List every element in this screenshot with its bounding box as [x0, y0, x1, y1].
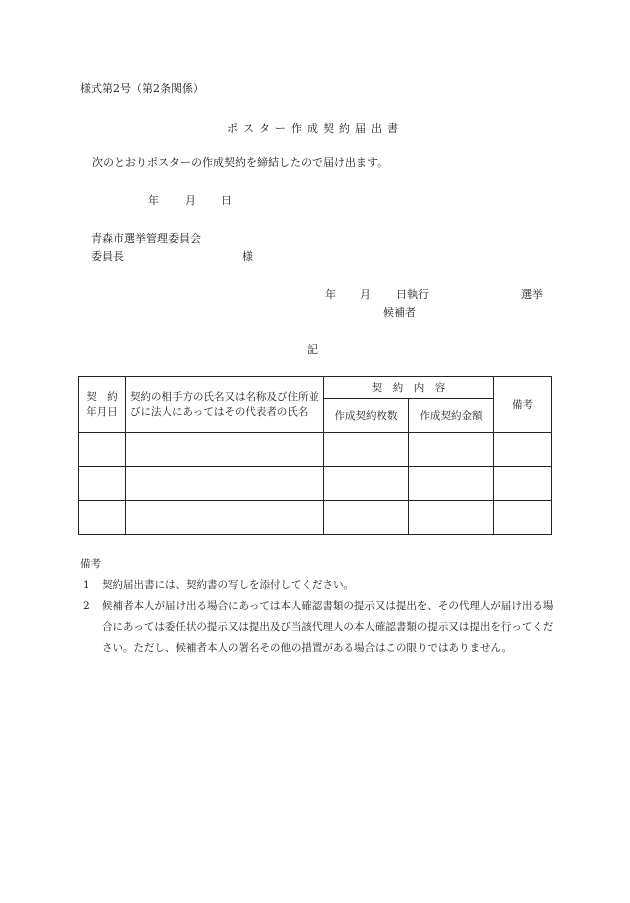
table-row — [79, 501, 552, 535]
table-cell[interactable] — [324, 467, 409, 501]
document-title: ポスター作成契約届出書 — [227, 122, 403, 135]
election-name: 選挙 — [521, 288, 543, 301]
candidate-label: 候補者 — [383, 306, 416, 319]
note-number: 1 — [83, 579, 90, 591]
header-contract-date: 契 約 年月日 — [79, 377, 126, 433]
intro-text: 次のとおりポスターの作成契約を締結したので届け出ます。 — [92, 156, 389, 169]
note-text: 契約届出書には、契約書の写しを添付してください。 — [102, 579, 354, 591]
note-number: 2 — [83, 600, 90, 612]
header-counterparty: 契約の相手方の氏名又は名称及び住所並びに法人にあってはその代表者の氏名 — [126, 377, 324, 433]
recipient-org: 青森市選挙管理委員会 — [91, 232, 201, 245]
recipient-honorific: 様 — [242, 250, 253, 263]
election-year: 年 — [325, 288, 336, 301]
header-remarks: 備考 — [494, 377, 552, 433]
table-cell[interactable] — [126, 501, 324, 535]
table-cell[interactable] — [494, 433, 552, 467]
recipient-title: 委員長 — [91, 250, 124, 263]
header-amount: 作成契約金額 — [409, 399, 494, 433]
table-cell[interactable] — [79, 433, 126, 467]
header-sheet-count: 作成契約枚数 — [324, 399, 409, 433]
table-cell[interactable] — [324, 501, 409, 535]
table-cell[interactable] — [409, 501, 494, 535]
table-cell[interactable] — [126, 467, 324, 501]
date-year: 年 — [148, 194, 159, 207]
table-cell[interactable] — [409, 467, 494, 501]
notes-heading: 備考 — [80, 558, 101, 570]
election-day-executed: 日執行 — [396, 288, 429, 301]
ki-label: 記 — [307, 343, 318, 356]
table-row — [79, 433, 552, 467]
notes-section — [80, 554, 555, 659]
table-cell[interactable] — [324, 433, 409, 467]
election-month: 月 — [360, 288, 371, 301]
table-cell[interactable] — [494, 467, 552, 501]
table-cell[interactable] — [126, 433, 324, 467]
table-row — [79, 467, 552, 501]
table-cell[interactable] — [79, 501, 126, 535]
form-number: 様式第2号（第2条関係） — [80, 82, 204, 95]
table-cell[interactable] — [79, 467, 126, 501]
note-text: 候補者本人が届け出る場合にあっては本人確認書類の提示又は提出を、その代理人が届け出る場合にあっては委任状の提示又は提出及び当該代理人の本人確認書類の提示又は提出を行ってください。ただし、候補者本人の署名その他の措置がある場合はこの限りではありません。 — [102, 600, 554, 654]
table-cell[interactable] — [494, 501, 552, 535]
date-day: 日 — [221, 194, 232, 207]
table-cell[interactable] — [409, 433, 494, 467]
note-item — [80, 575, 555, 596]
contract-table — [78, 376, 552, 535]
note-item — [80, 596, 555, 659]
date-month: 月 — [185, 194, 196, 207]
header-contract-content: 契 約 内 容 — [324, 377, 494, 399]
